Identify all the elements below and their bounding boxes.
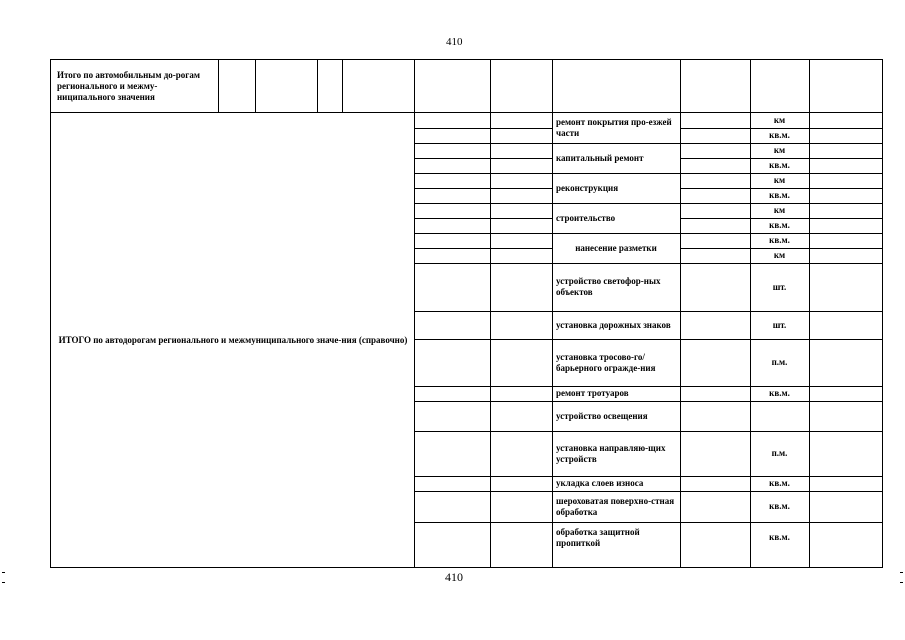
header-row-label: Итого по автомобильным до-рогам регионального и межму-ниципального значения: [57, 69, 200, 102]
unit-cell: кв.м.: [769, 190, 790, 200]
unit-cell: п.м.: [771, 357, 788, 367]
margin-tick: [2, 582, 5, 583]
table-border-bottom: [50, 567, 883, 568]
work-name: ремонт тротуаров: [556, 388, 629, 398]
unit-cell: кв.м.: [769, 130, 790, 140]
work-name: устройство светофор-ных объектов: [556, 276, 661, 297]
unit-cell: км: [773, 205, 786, 215]
unit-cell: кв.м.: [769, 220, 790, 230]
unit-cell: [750, 401, 809, 431]
work-name: строительство: [556, 212, 616, 223]
sub-row-rule: [414, 128, 553, 129]
unit-cell: кв.м.: [769, 532, 790, 542]
unit-cell: км: [773, 114, 786, 125]
work-name: шероховатая поверхно-стная обработка: [556, 495, 675, 517]
sub-row-rule: [414, 188, 553, 189]
unit-cell: кв.м.: [769, 235, 790, 245]
page-number-bottom: 410: [445, 570, 463, 584]
unit-cell: кв.м.: [769, 160, 790, 170]
header-column-rule: [255, 59, 256, 113]
unit-cell: км: [773, 145, 786, 155]
work-name: реконструкция: [556, 182, 619, 193]
unit-cell: кв.м.: [769, 478, 790, 488]
work-name: установка тросово-го/барьерного огражде-ния: [556, 351, 656, 373]
summary-label: ИТОГО по автодорогам регионального и межмуниципального значе-ния (справочно): [58, 334, 408, 345]
unit-cell: кв.м.: [769, 388, 790, 398]
unit-cell: шт.: [772, 281, 787, 292]
margin-tick: [2, 572, 5, 573]
unit-cell: кв.м.: [769, 501, 790, 511]
sub-row-rule: [414, 218, 553, 219]
header-column-rule: [218, 59, 219, 113]
header-column-rule: [317, 59, 318, 113]
unit-cell: шт.: [772, 319, 787, 330]
work-name: укладка слоев износа: [556, 478, 644, 488]
unit-cell: км: [773, 175, 786, 185]
margin-tick: [900, 572, 903, 573]
work-name: установка направляю-щих устройств: [556, 442, 666, 464]
sub-row-rule: [414, 158, 553, 159]
unit-cell: п.м.: [771, 448, 788, 458]
header-column-rule: [342, 59, 343, 113]
work-name: установка дорожных знаков: [556, 319, 671, 330]
work-name: капитальный ремонт: [556, 152, 644, 163]
work-name: обработка защитной пропиткой: [556, 526, 640, 548]
work-name: ремонт покрытия про-езжей части: [556, 116, 672, 138]
work-name: устройство освещения: [556, 410, 648, 421]
unit-cell: км: [773, 250, 786, 260]
page-number-top: 410: [446, 36, 463, 48]
work-name: нанесение разметки: [575, 242, 657, 253]
margin-tick: [900, 582, 903, 583]
sub-row-rule: [414, 248, 553, 249]
table-border-left: [50, 59, 51, 568]
